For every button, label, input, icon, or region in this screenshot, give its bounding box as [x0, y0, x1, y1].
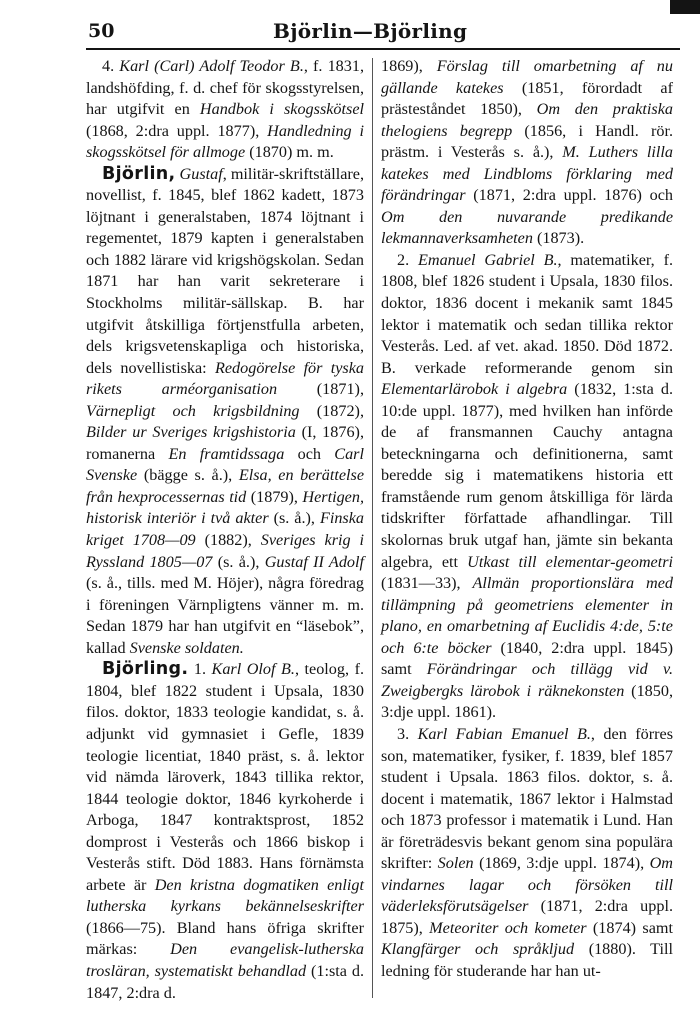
italic-title-run: Svenske soldaten.	[129, 638, 244, 657]
italic-title-run: Hertigen, historisk interiör i två akter	[86, 487, 364, 528]
text-run: (I, 1876), romanerna	[86, 423, 364, 463]
text-run: (1832, 1:sta d. 10:de uppl. 1877), med hvilken han införde de af fransmannen Cauchy antagna beteckningarna och definitionerna, samt beredde sig i matematikens historia ett framstående rum genom åtskilliga för lärda tidskrifter författade afhandlingar. Till skolornas bruk utgaf han, jämte sin bekanta algebra, ett	[381, 380, 673, 571]
text-run: , den förres son, matematiker, fysiker, f. 1839, blef 1857 student i Upsala. 1863 filos. doktor, s. å. docent i matematik, 1867 lektor i Halmstad och 1873 professor i matematik i Lund. Han är företrädesvis bekant genom sina populära skrifter:	[381, 724, 674, 873]
text-run: (1880). Till ledning för studerande har han ut-	[381, 940, 673, 980]
entry-bjorling	[86, 659, 364, 1004]
text-run: (1866—75). Bland hans öfriga skrifter märkas:	[86, 918, 364, 959]
text-run: (1871, 2:dra uppl. 1875),	[381, 897, 673, 937]
italic-title-run: Gustaf	[179, 164, 223, 183]
text-run: 2.	[397, 250, 418, 269]
text-run: (1874) samt	[586, 918, 673, 937]
italic-title-run: Handledning i skogsskötsel för allmoge	[86, 121, 364, 162]
text-run: (1869, 3:dje uppl. 1874),	[473, 854, 650, 873]
header-rule	[86, 48, 680, 50]
text-run: (s. å., tills. med M. Höjer), några föredrag i föreningen Värnpligtens vänner m. m. Sedan 1879 har han utgifvit en “läsebok”, kallad	[86, 574, 364, 657]
text-run: 1.	[188, 660, 212, 679]
page-header	[88, 16, 675, 46]
entry-bjorling-text	[86, 660, 364, 1001]
text-run: , militär-skriftställare, novellist, f. 1845, blef 1862 kadett, 1873 löjtnant i generalstaben, 1874 löjtnant i regementet, 1879 kapten i generalstaben och 1882 lärare vid krigshögskolan. Sedan 1871 har han varit sekreterare i Stockholms militär-sällskap. B. har utgifvit åtskilliga förtjenstfulla arbeten, dels krigsvetenskapliga och historiska, dels novellistiska:	[86, 164, 365, 377]
text-run: 4.	[102, 57, 120, 75]
text-run: , teolog, f. 1804, blef 1822 student i Upsala, 1830 filos. doktor, 1833 teologie kandidat, s. å. adjunkt vid gymnasiet i Gefle, 1839 teologie licentiat, 1840 präst, s. å. lektor vid nämda läroverk, 1843 tillika rektor, 1844 teologie doktor, 1846 kyrkoherde i Arboga, 1847 kontraktsprost, 1852 domprost i Vesterås och 1866 biskop i Vesterås stift. Död 1883. Hans förnämsta arbete är	[86, 660, 365, 894]
text-run: (1856, i Handl. rör. prästm. i Vesterås s. å.),	[381, 121, 673, 162]
text-run: (1868, 2:dra uppl. 1877),	[86, 121, 268, 140]
text-run: (1:sta d. 1847, 2:dra d.	[86, 961, 365, 1002]
italic-title-run: Solen	[437, 854, 474, 873]
italic-title-run: Förändringar och tillägg vid v. Zweigbergks lärobok i räknekonsten	[381, 660, 673, 700]
italic-title-run: Om den nuvarande predikande lekmannaverksamheten	[381, 207, 673, 248]
italic-title-run: Sveriges krig i Ryssland 1805—07	[86, 531, 365, 571]
italic-title-run: Handbok i skogsskötsel	[199, 100, 364, 119]
text-run: (1882),	[195, 531, 261, 550]
italic-title-run: Allmän proportionslära med tillämpning på geometriens elementer in plano, en omarbetning af Euclidis 4:de, 5:te och 6:te böcker	[381, 574, 673, 657]
italic-title-run: Elsa, en berättelse från hexprocessernas tid	[86, 466, 365, 506]
text-run: 1869),	[381, 57, 437, 75]
italic-title-run: Värnepligt och krigsbildning	[86, 401, 300, 420]
italic-title-run: Om den praktiska thelogiens begrepp	[381, 100, 673, 140]
text-run: (1850, 3:dje uppl. 1861).	[381, 681, 673, 722]
page-number: 50	[88, 20, 115, 42]
italic-title-run: Finska kriget 1708—09	[86, 509, 365, 550]
italic-title-run: Meteoriter och kometer	[429, 918, 587, 937]
entry-emanuel-gabriel-bjorling	[381, 250, 673, 724]
italic-title-run: Utkast till elementar-geometri	[467, 552, 674, 571]
text-run: (1879),	[246, 487, 303, 506]
italic-title-run: Klangfärger och språkljud	[381, 940, 575, 959]
lemma-bjorling: Björling.	[102, 659, 189, 680]
italic-title-run: Förslag till omarbetning af nu gällande katekes	[381, 57, 673, 97]
text-run: (1851, förordadt af prästeståndet 1850),	[381, 78, 673, 119]
italic-title-run: Emanuel Gabriel B.	[418, 250, 558, 269]
right-column	[381, 56, 673, 983]
text-run: , matematiker, f. 1808, blef 1826 student i Upsala, 1830 filos. doktor, 1836 docent i mekanik samt 1845 lektor i matematik och sedan tillika rektor Vesterås. Led. af vet. akad. 1850. Död 1872. B. verkade reformerande genom sin	[381, 250, 674, 377]
text-run: (1840, 2:dra uppl. 1845) samt	[381, 638, 673, 679]
entry-karl-olof-continuation	[381, 56, 673, 250]
text-run: (1873).	[532, 229, 585, 248]
text-run: och	[284, 444, 335, 463]
italic-title-run: Elementarlärobok i algebra	[381, 380, 568, 399]
italic-title-run: Om vindarnes lagar och försöken till väderleksförutsägelser	[381, 854, 673, 916]
italic-title-run: Karl Olof B.	[211, 660, 295, 679]
italic-title-run: Carl Svenske	[86, 444, 364, 485]
page-corner-mark	[670, 0, 700, 14]
text-run: 3.	[397, 724, 418, 743]
text-run: (1872),	[299, 401, 364, 420]
text-run: (bägge s. å.),	[137, 466, 239, 485]
italic-title-run: Karl (Carl) Adolf Teodor B.	[119, 57, 304, 75]
entry-karl-fabian-bjorling	[381, 724, 673, 983]
text-run: (s. å.),	[212, 552, 265, 571]
text-run: (1871),	[277, 380, 364, 399]
text-run: (1831—33),	[381, 574, 473, 593]
italic-title-run: Karl Fabian Emanuel B.	[417, 724, 591, 743]
italic-title-run: Den kristna dogmatiken enligt lutherska kyrkans bekännelseskrifter	[86, 875, 364, 916]
italic-title-run: Den evangelisk-lutherska trosläran, systematiskt behandlad	[86, 940, 364, 980]
italic-title-run: Bilder ur Sveriges krigshistoria	[86, 423, 296, 442]
text-run: , f. 1831, landshöfding, f. d. chef för skogsstyrelsen, har utgifvit en	[86, 57, 365, 119]
text-run: (s. å.),	[268, 509, 320, 528]
entry-bjorlin-text	[86, 165, 364, 657]
italic-title-run: En framtidssaga	[168, 444, 285, 463]
running-title: Björlin—Björling	[273, 19, 468, 43]
entry-bjorlin	[86, 164, 364, 660]
italic-title-run: Redogörelse för tyska rikets arméorganisation	[86, 358, 364, 399]
text-run: (1870) m. m.	[245, 143, 334, 162]
lemma-bjorlin: Björlin,	[102, 163, 176, 184]
italic-title-run: Gustaf II Adolf	[264, 552, 364, 571]
column-divider	[372, 58, 373, 998]
italic-title-run: M. Luthers lilla katekes med Lindbloms förklaring med förändringar	[381, 143, 673, 205]
left-column	[86, 56, 364, 1004]
entry-karl-adolf-bjorlin	[86, 56, 364, 164]
text-run: (1871, 2:dra uppl. 1876) och	[465, 186, 673, 205]
